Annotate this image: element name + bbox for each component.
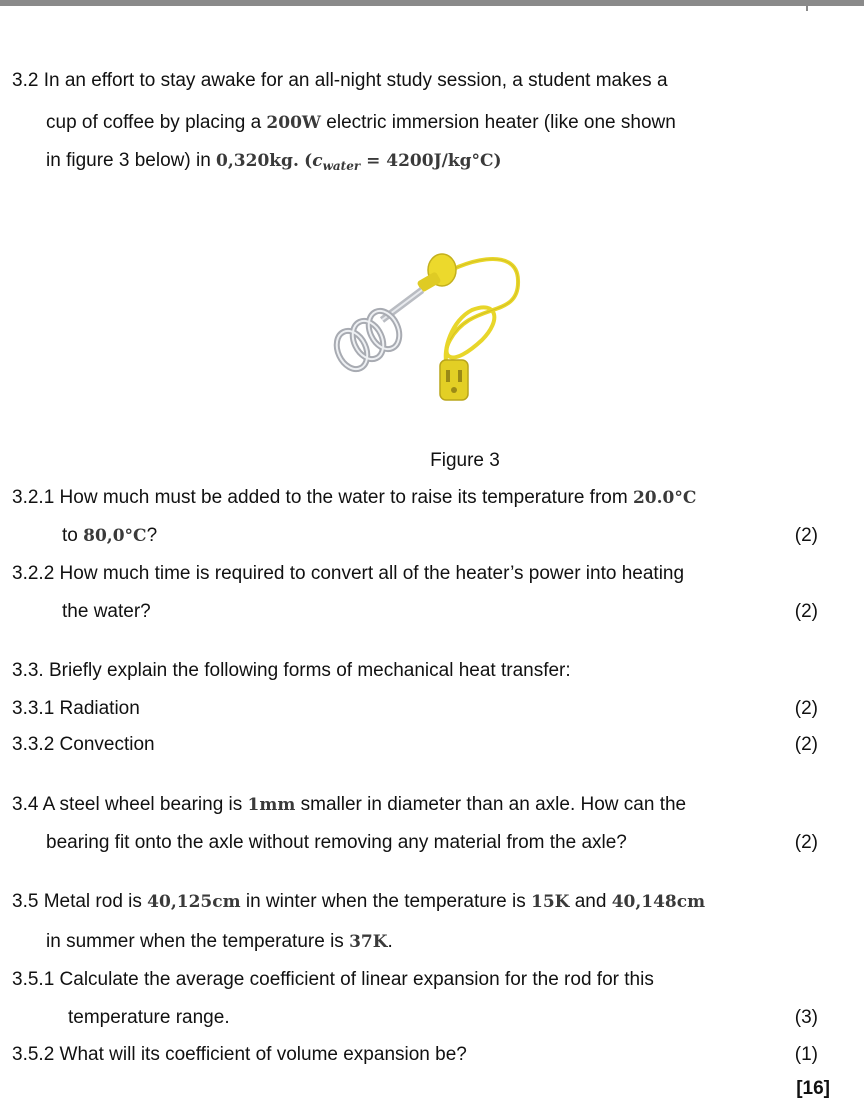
top-rule-tick bbox=[806, 6, 808, 11]
q3-5-2-marks: (1) bbox=[794, 1044, 818, 1065]
heater-plug bbox=[440, 360, 468, 400]
q3-2-2-line-1: 3.2.2 How much time is required to convert all of the heater’s power into heating bbox=[12, 563, 685, 584]
q3-4-line-1: 3.4 A steel wheel bearing is 1mm smaller in diameter than an axle. How can the bbox=[12, 794, 687, 815]
figure-caption: Figure 3 bbox=[430, 450, 500, 471]
q3-3-1-marks: (2) bbox=[794, 698, 818, 719]
q3-4-line-2: bearing fit onto the axle without removing any material from the axle? bbox=[46, 832, 627, 853]
q3-2-line-3: in figure 3 below) in 0,320kg. $(c_{water} = 4200J/kg^\circ C)$ bbox=[46, 150, 502, 173]
initial-temperature: 20.0°C bbox=[632, 488, 697, 508]
q3-5-line-2: in summer when the temperature is 37K. bbox=[46, 931, 393, 952]
size-difference: 1mm bbox=[247, 795, 296, 815]
summer-temperature: 37K bbox=[349, 932, 388, 952]
q3-2-1-line-2: to 80,0°C? bbox=[62, 525, 158, 546]
winter-temperature: 15K bbox=[531, 892, 570, 912]
total-marks: [16] bbox=[796, 1078, 830, 1099]
q3-2-2-line-2: the water? bbox=[62, 601, 151, 622]
summer-length: 40,148cm bbox=[611, 892, 706, 912]
mass-value: 0,320kg. bbox=[216, 151, 299, 171]
q3-5-2-line-1: 3.5.2 What will its coefficient of volume expansion be? bbox=[12, 1044, 467, 1065]
q3-4-marks: (2) bbox=[794, 832, 818, 853]
q3-3-intro: 3.3. Briefly explain the following forms of mechanical heat transfer: bbox=[12, 660, 571, 681]
q3-3-2-marks: (2) bbox=[794, 734, 818, 755]
heater-coils bbox=[331, 306, 405, 374]
q3-5-line-1: 3.5 Metal rod is 40,125cm in winter when the temperature is 15K and 40,148cm bbox=[12, 891, 706, 912]
heater-handle bbox=[416, 254, 456, 293]
q3-2-2-marks: (2) bbox=[794, 601, 818, 622]
top-rule bbox=[0, 0, 864, 6]
q3-5-1-marks: (3) bbox=[794, 1007, 818, 1028]
q3-2-1-line-1: 3.2.1 How much must be added to the water to raise its temperature from 20.0°C bbox=[12, 487, 697, 508]
final-temperature: 80,0°C bbox=[83, 526, 147, 546]
winter-length: 40,125cm bbox=[147, 892, 241, 912]
power-value: 200W bbox=[266, 113, 321, 133]
q3-2-line-1: 3.2 In an effort to stay awake for an all-night study session, a student makes a bbox=[12, 70, 668, 91]
q3-3-2-item: 3.3.2 Convection bbox=[12, 734, 155, 755]
q3-3-1-item: 3.3.1 Radiation bbox=[12, 698, 140, 719]
q3-5-1-line-2: temperature range. bbox=[68, 1007, 230, 1028]
immersion-heater-figure bbox=[322, 240, 532, 410]
specific-heat-value: = 4200J/kg°C bbox=[360, 151, 494, 171]
q3-5-1-line-1: 3.5.1 Calculate the average coefficient of linear expansion for the rod for this bbox=[12, 969, 654, 990]
q3-2-1-marks: (2) bbox=[794, 525, 818, 546]
q3-2-line-2: cup of coffee by placing a 200W electric immersion heater (like one shown bbox=[46, 112, 676, 133]
